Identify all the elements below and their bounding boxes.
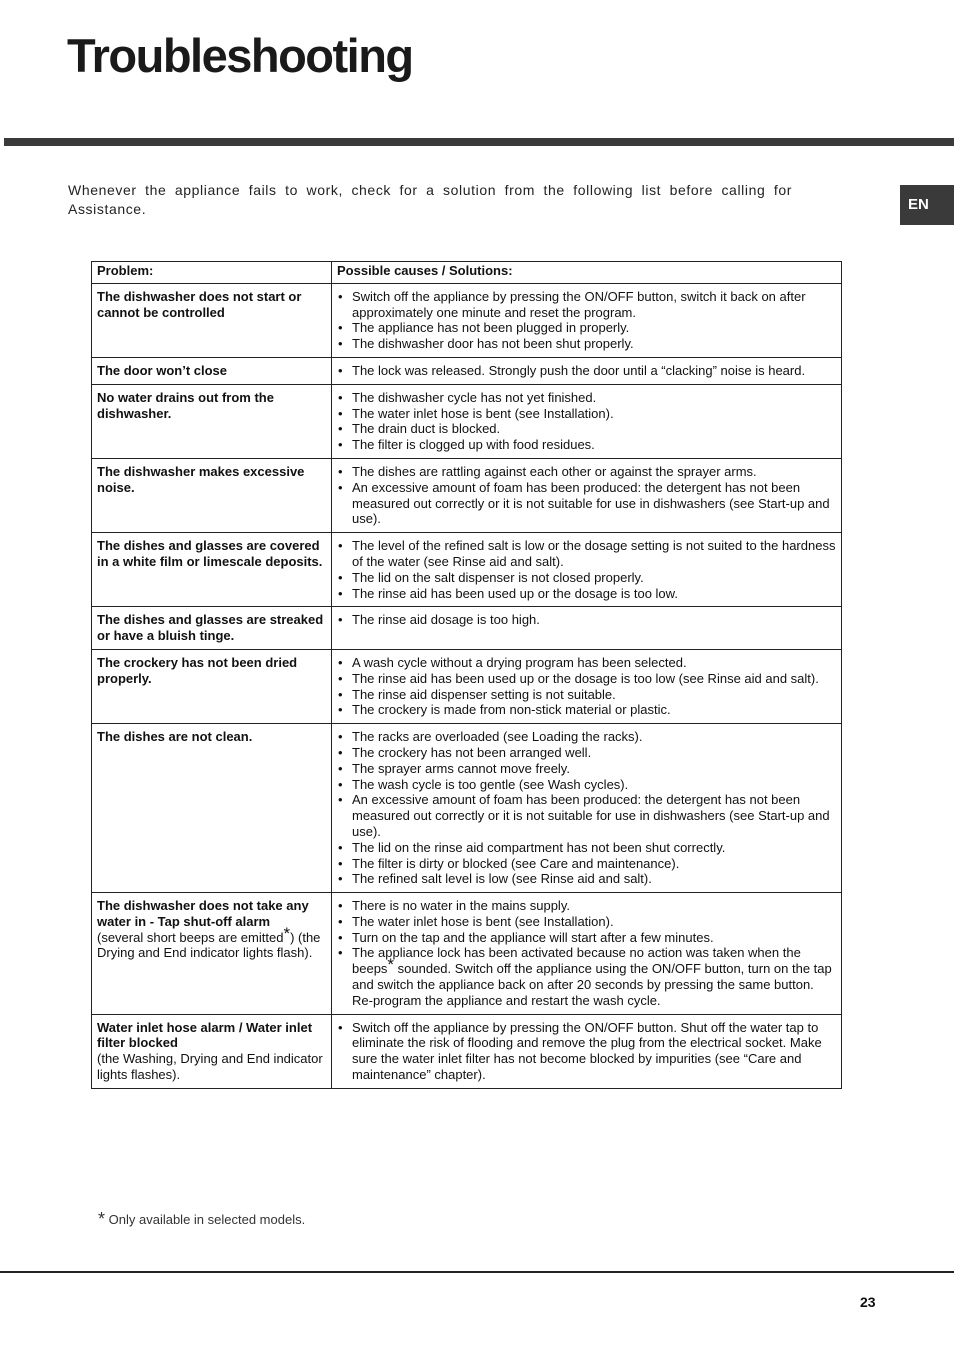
- problem-title: The dishes and glasses are streaked or have a bluish tinge.: [97, 612, 324, 644]
- problem-cell: [92, 533, 332, 607]
- footer-rule: [0, 1271, 954, 1273]
- solutions-cell: [332, 1014, 842, 1088]
- table-row: [92, 607, 842, 650]
- problem-cell: [92, 893, 332, 1015]
- table-row: [92, 893, 842, 1015]
- header-rule: [4, 138, 954, 146]
- header-solutions: Possible causes / Solutions:: [332, 262, 842, 284]
- solution-text: The appliance lock has been activated because no action was taken when the beeps: [352, 945, 801, 977]
- solutions-cell: [332, 893, 842, 1015]
- solution-item: • The rinse aid has been used up or the dosage is too low.: [337, 586, 836, 602]
- solutions-cell: [332, 533, 842, 607]
- table-body: [92, 283, 842, 1088]
- solutions-list: [337, 363, 836, 379]
- solution-item: • The crockery has not been arranged well.: [337, 745, 836, 761]
- solutions-cell: [332, 607, 842, 650]
- asterisk: *: [283, 923, 291, 943]
- table-row: [92, 1014, 842, 1088]
- solution-item: • The dishwasher cycle has not yet finished.: [337, 390, 836, 406]
- solution-text: sounded. Switch off the appliance using the ON/OFF button, turn on the tap and switch the appliance back on after 20 seconds by pressing the same button. Re-program the appliance and restart the wash cycle.: [352, 961, 832, 1008]
- header-problem: Problem:: [92, 262, 332, 284]
- solution-item: • The lid on the rinse aid compartment has not been shut correctly.: [337, 840, 836, 856]
- solution-item: • The rinse aid dosage is too high.: [337, 612, 836, 628]
- problem-note-text: (several short beeps are emitted: [97, 929, 284, 945]
- solution-item: • The lock was released. Strongly push the door until a “clacking” noise is heard.: [337, 363, 836, 379]
- table-row: [92, 533, 842, 607]
- table-row: [92, 357, 842, 384]
- problem-title: The door won’t close: [97, 362, 228, 378]
- solution-item: • Switch off the appliance by pressing the ON/OFF button. Shut off the water tap to eliminate the risk of flooding and remove the plug from the electrical socket. Make sure the water inlet filter has not become blocked by impurities (see “Care and maintenance” chapter).: [337, 1020, 836, 1083]
- solution-item: • The drain duct is blocked.: [337, 421, 836, 437]
- solutions-cell: [332, 357, 842, 384]
- problem-cell: [92, 607, 332, 650]
- table-row: [92, 384, 842, 458]
- problem-title: The dishwasher makes excessive noise.: [97, 463, 305, 495]
- problem-cell: [92, 283, 332, 357]
- problem-cell: [92, 724, 332, 893]
- footnote-asterisk: *: [98, 1209, 106, 1229]
- footnote: [98, 1208, 305, 1229]
- problem-title: The dishes and glasses are covered in a white film or limescale deposits.: [97, 538, 323, 569]
- solutions-list: [337, 538, 836, 601]
- solution-item: • The water inlet hose is bent (see Installation).: [337, 914, 836, 930]
- solution-item: • The dishwasher door has not been shut properly.: [337, 336, 836, 352]
- problem-title: The dishes are not clean.: [97, 729, 253, 745]
- solutions-list: [337, 1020, 836, 1083]
- solution-item: • The refined salt level is low (see Rinse aid and salt).: [337, 871, 836, 887]
- language-tab: EN: [900, 185, 954, 225]
- table-header-row: [92, 262, 842, 284]
- problem-note: [97, 923, 326, 962]
- problem-note-text: ) (the Drying and End indicator lights flash).: [97, 929, 321, 961]
- table-row: [92, 458, 842, 532]
- solution-item: • The sprayer arms cannot move freely.: [337, 761, 836, 777]
- problem-cell: [92, 458, 332, 532]
- solution-item: • The filter is clogged up with food residues.: [337, 437, 836, 453]
- solutions-list: [337, 655, 836, 718]
- solutions-list: [337, 729, 836, 887]
- solutions-list: [337, 898, 836, 1009]
- table-row: [92, 724, 842, 893]
- solutions-cell: [332, 384, 842, 458]
- problem-note: (the Washing, Drying and End indicator lights flashes).: [97, 1051, 323, 1083]
- solution-item: • Switch off the appliance by pressing the ON/OFF button, switch it back on after approximately one minute and reset the program.: [337, 289, 836, 321]
- solutions-list: [337, 289, 836, 352]
- solution-item: • The water inlet hose is bent (see Installation).: [337, 406, 836, 422]
- solution-item: • The level of the refined salt is low or the dosage setting is not suited to the hardness of the water (see Rinse aid and salt).: [337, 538, 836, 570]
- solution-item: • The dishes are rattling against each other or against the sprayer arms.: [337, 464, 836, 480]
- asterisk: *: [387, 955, 395, 975]
- solution-item: • The racks are overloaded (see Loading the racks).: [337, 729, 836, 745]
- solution-item: • The crockery is made from non-stick material or plastic.: [337, 702, 836, 718]
- solution-item: • There is no water in the mains supply.: [337, 898, 836, 914]
- solutions-cell: [332, 458, 842, 532]
- problem-cell: [92, 384, 332, 458]
- page-title: Troubleshooting: [67, 29, 413, 82]
- solutions-cell: [332, 283, 842, 357]
- solutions-list: [337, 390, 836, 453]
- solutions-cell: [332, 649, 842, 723]
- problem-title: The crockery has not been dried properly.: [97, 654, 298, 686]
- solution-item: • The appliance has not been plugged in properly.: [337, 320, 836, 336]
- footnote-text: Only available in selected models.: [108, 1212, 306, 1227]
- problem-title: No water drains out from the dishwasher.: [97, 389, 274, 421]
- solution-item: • An excessive amount of foam has been produced: the detergent has not been measured out correctly or it is not suitable for use in dishwashers (see Start-up and use).: [337, 480, 836, 527]
- intro-paragraph: Whenever the appliance fails to work, check for a solution from the following list before calling for Assistance.: [68, 182, 792, 217]
- problem-title: Water inlet hose alarm / Water inlet filter blocked: [97, 1019, 313, 1051]
- table-row: [92, 649, 842, 723]
- problem-title: The dishwasher does not start or cannot be controlled: [97, 288, 302, 320]
- solution-item: • The rinse aid has been used up or the dosage is too low (see Rinse aid and salt).: [337, 671, 836, 687]
- page-number: 23: [860, 1294, 876, 1310]
- solution-item: • The lid on the salt dispenser is not closed properly.: [337, 570, 836, 586]
- solution-item: • The wash cycle is too gentle (see Wash cycles).: [337, 777, 836, 793]
- solution-item: • An excessive amount of foam has been produced: the detergent has not been measured out correctly or it is not suitable for use in dishwashers (see Start-up and use).: [337, 792, 836, 839]
- table-row: [92, 283, 842, 357]
- problem-cell: [92, 1014, 332, 1088]
- solution-item: [337, 945, 836, 1008]
- solutions-cell: [332, 724, 842, 893]
- troubleshooting-table: [91, 261, 842, 1089]
- problem-cell: [92, 649, 332, 723]
- solution-item: • A wash cycle without a drying program has been selected.: [337, 655, 836, 671]
- problem-cell: [92, 357, 332, 384]
- solutions-list: [337, 612, 836, 628]
- solution-item: • The rinse aid dispenser setting is not suitable.: [337, 687, 836, 703]
- solution-item: • The filter is dirty or blocked (see Care and maintenance).: [337, 856, 836, 872]
- solutions-list: [337, 464, 836, 527]
- solution-item: • Turn on the tap and the appliance will start after a few minutes.: [337, 930, 836, 946]
- problem-title: The dishwasher does not take any water in - Tap shut-off alarm: [97, 898, 309, 929]
